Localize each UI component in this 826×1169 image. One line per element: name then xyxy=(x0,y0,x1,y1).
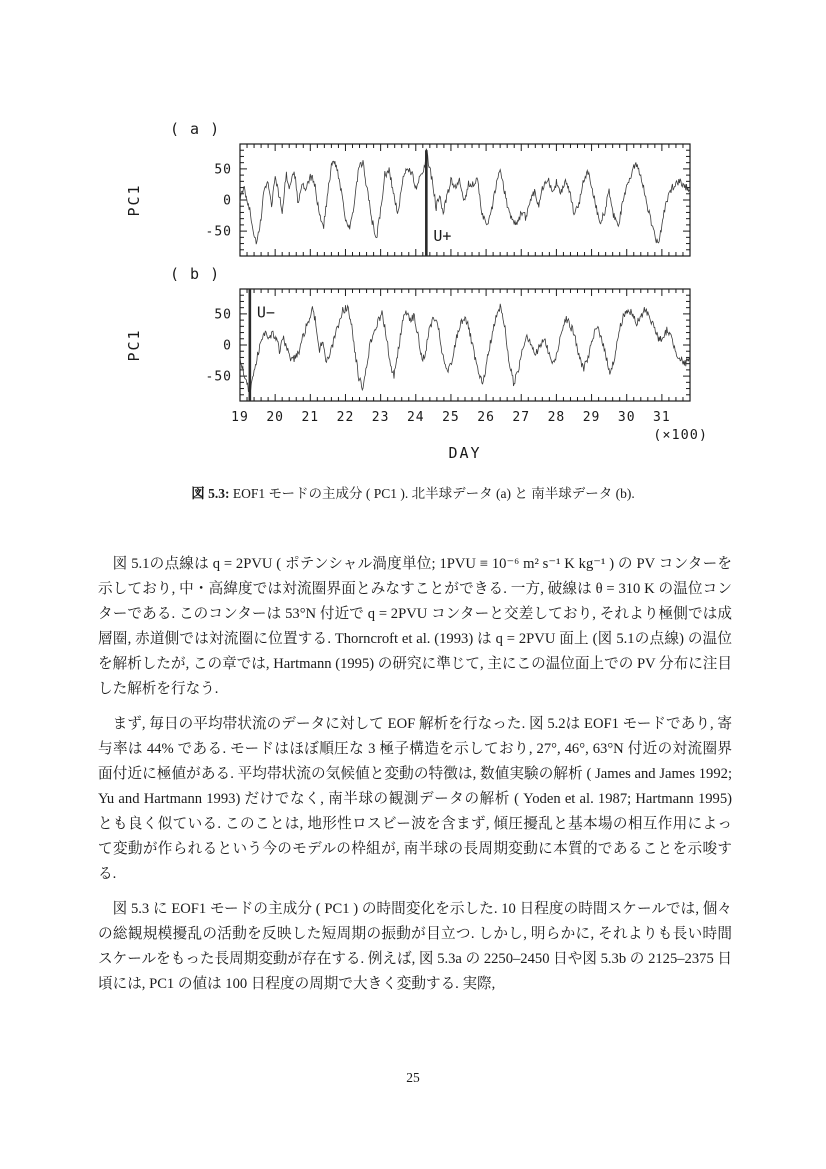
x-tick-label: 27 xyxy=(512,410,531,425)
y-tick-label: -50 xyxy=(205,369,232,385)
x-tick-label: 21 xyxy=(301,410,320,425)
y-tick-label: 50 xyxy=(214,162,232,178)
y-tick-label: -50 xyxy=(205,224,232,240)
x-tick-label: 19 xyxy=(231,410,249,425)
x-tick-label: 20 xyxy=(266,410,284,425)
panel-b-label: ( b ) xyxy=(170,265,221,283)
paragraph-1: 図 5.1の点線は q = 2PVU ( ポテンシャル渦度単位; 1PVU ≡ 10⁻⁶ m² s⁻¹ K kg⁻¹ ) の PV コンターを示しており, 中・高緯度では対流圈界面とみなすことができる. 一方, 破線は θ = 310 K の温位コンターである. このコンターは 53°N 付近で q = 2PVU コンターと交差しており, それより極側では成層圈, 赤道側では対流圈に位置する. Thorncroft et al. (1993) は q = 2PVU 面上 (図 5.1の点線) の温位を解析したが, この章では, Hartmann (1995) の研究に準じて, 主にこの温位面上での PV 分布に注目した解析を行なう. xyxy=(98,556,732,697)
x-scale-note: (×100) xyxy=(653,427,708,443)
plot-frame-b xyxy=(240,289,690,401)
panel-a-label: ( a ) xyxy=(170,120,221,138)
x-tick-label: 23 xyxy=(371,410,390,425)
paragraph-3: 図 5.3 に EOF1 モードの主成分 ( PC1 ) の時間変化を示した. 10 日程度の時間スケールでは, 個々の総観規模擾乱の活動を反映した短周期の振動が目立つ. しかし, 明らかに, それよりも長い時間スケールをもった長周期変動が存在する. 例えば, 図 5.3a の 2250–2450 日や図 5.3b の 2125–2375 日頃には, PC1 の値は 100 日程度の周期で大きく変動する. 実際, xyxy=(98,901,732,992)
figure-5-3-plot xyxy=(60,112,760,468)
figure-caption-number: 図 5.3: xyxy=(191,486,230,501)
y-tick-label: 0 xyxy=(223,193,232,209)
x-tick-label: 29 xyxy=(582,410,601,425)
x-tick-label: 22 xyxy=(336,410,355,425)
x-tick-label: 25 xyxy=(442,410,460,425)
x-axis-label: DAY xyxy=(448,444,482,462)
y-axis-label-a: PC1 xyxy=(125,183,143,217)
x-tick-label: 28 xyxy=(547,410,566,425)
figure-caption-text: EOF1 モードの主成分 ( PC1 ). 北半球データ (a) と 南半球データ (b). xyxy=(232,486,635,501)
body-text xyxy=(98,552,732,997)
y-tick-label: 50 xyxy=(214,307,232,323)
page-number: 25 xyxy=(406,1070,420,1085)
x-tick-label: 30 xyxy=(617,410,636,425)
event-marker-label-a: U+ xyxy=(433,227,452,246)
y-tick-label: 0 xyxy=(223,338,232,354)
x-tick-label: 24 xyxy=(406,410,425,425)
pc1-series-a xyxy=(240,149,690,245)
event-marker-label-b: U− xyxy=(256,303,275,322)
x-tick-label: 31 xyxy=(653,410,671,425)
x-tick-label: 26 xyxy=(477,410,495,425)
paragraph-2: まず, 毎日の平均帯状流のデータに対して EOF 解析を行なった. 図 5.2は EOF1 モードであり, 寄与率は 44% である. モードはほぼ順圧な 3 極子構造を示しており, 27°, 46°, 63°N 付近の対流圈界面付近に極値がある. 平均帯状流の気候値と変動の特徴は, 数値実験の解析 ( James and James 1992; Yu and Hartmann 1993) だけでなく, 南半球の観測データの解析 ( Yoden et al. 1987; Hartmann 1995) とも良く似ている. このことは, 地形性ロスビー波を含まず, 傾圧擾乱と基本場の相互作用によって変動が作られるという今のモデルの枠組が, 南半球の長周期変動に本質的であることを示唆する. xyxy=(98,716,732,882)
y-axis-label-b: PC1 xyxy=(125,328,143,362)
pc1-series-b xyxy=(240,304,690,399)
figure-caption xyxy=(0,482,826,502)
